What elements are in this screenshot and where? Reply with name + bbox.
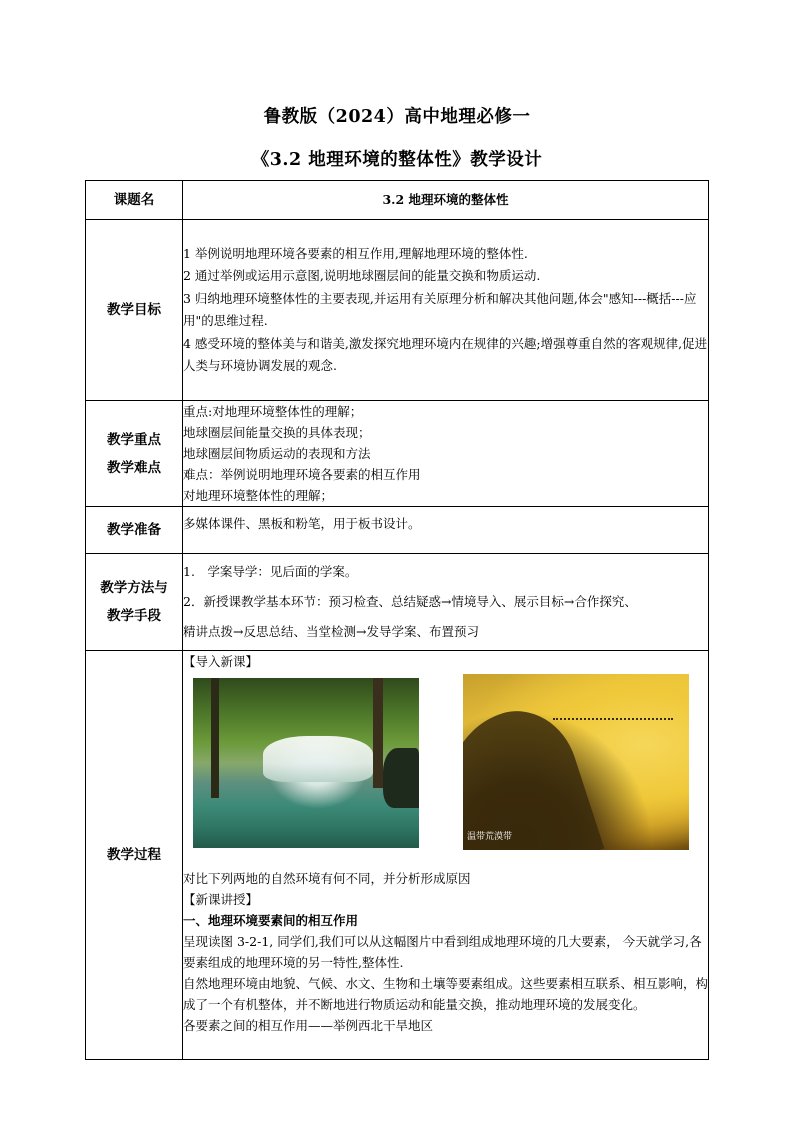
keypoint-line: 重点:对地理环境整体性的理解； bbox=[183, 404, 363, 419]
method-line: 2．新授课教学基本环节：预习检查、总结疑惑→情境导入、展示目标→合作探究、 bbox=[183, 594, 637, 609]
keypoint-line: 对地理环境整体性的理解； bbox=[183, 488, 334, 503]
label-methods bbox=[86, 554, 183, 651]
label-keypoints bbox=[86, 401, 183, 507]
goal-line: 4 感受环境的整体美与和谐美,激发探究地理环境内在规律的兴趣;增强尊重自然的客观规律,促进人类与环境协调发展的观念. bbox=[183, 335, 708, 373]
process-content bbox=[183, 651, 709, 1060]
label-keypoints-2: 教学难点 bbox=[107, 459, 161, 476]
keypoint-line: 难点：举例说明地理环境各要素的相互作用 bbox=[183, 467, 421, 482]
photo-pair bbox=[183, 674, 708, 864]
row-keypoints bbox=[86, 401, 709, 507]
label-keypoints-1: 教学重点 bbox=[107, 431, 161, 448]
keypoint-line: 地球圈层间物质运动的表现和方法 bbox=[183, 446, 371, 461]
label-prep: 教学准备 bbox=[86, 507, 183, 554]
methods-content bbox=[183, 554, 709, 651]
intro-heading: 【导入新课】 bbox=[183, 654, 259, 669]
row-topic bbox=[86, 181, 709, 220]
lesson-plan-table bbox=[85, 180, 709, 1060]
new-lesson-heading: 【新课讲授】 bbox=[183, 892, 259, 907]
prep-content: 多媒体课件、黑板和粉笔，用于板书设计。 bbox=[183, 507, 709, 554]
method-line: 精讲点拨→反思总结、当堂检测→发导学案、布置预习 bbox=[183, 624, 479, 639]
goal-line: 1 举例说明地理环境各要素的相互作用,理解地理环境的整体性. bbox=[183, 245, 528, 261]
process-paragraph: 自然地理环境由地貌、气候、水文、生物和土壤等要素组成。这些要素相互联系、相互影响，构成了一个有机整体，并不断地进行物质运动和能量交换，推动地理环境的发展变化。 bbox=[183, 976, 709, 1012]
row-goals bbox=[86, 220, 709, 401]
intro-question: 对比下列两地的自然环境有何不同，并分析形成原因 bbox=[183, 871, 471, 886]
document-subtitle: 《3.2 地理环境的整体性》教学设计 bbox=[251, 150, 543, 170]
topic-value: 3.2 地理环境的整体性 bbox=[183, 181, 709, 220]
label-topic: 课题名 bbox=[86, 181, 183, 220]
keypoint-line: 地球圈层间能量交换的具体表现； bbox=[183, 425, 371, 440]
label-goals: 教学目标 bbox=[86, 220, 183, 401]
process-paragraph: 呈现读图 3-2-1, 同学们,我们可以从这幅图片中看到组成地理环境的几大要素， 今天就学习,各要素组成的地理环境的另一特性,整体性. bbox=[183, 934, 702, 970]
waterfall-photo bbox=[193, 678, 419, 848]
label-process: 教学过程 bbox=[86, 651, 183, 1060]
process-paragraph: 各要素之间的相互作用——举例西北干旱地区 bbox=[183, 1018, 434, 1033]
label-methods-2: 教学手段 bbox=[107, 608, 161, 624]
section-title: 一、地理环境要素间的相互作用 bbox=[183, 913, 359, 928]
row-prep bbox=[86, 507, 709, 554]
keypoints-content bbox=[183, 401, 709, 507]
goal-line: 3 归纳地理环境整体性的主要表现,并运用有关原理分析和解决其他问题,体会"感知---概括---应用"的思维过程. bbox=[183, 290, 697, 328]
desert-photo-caption: 温带荒漠带 bbox=[467, 832, 513, 842]
row-methods bbox=[86, 554, 709, 651]
method-line: 1. 学案导学：见后面的学案。 bbox=[183, 564, 358, 579]
goal-line: 2 通过举例或运用示意图,说明地球圈层间的能量交换和物质运动. bbox=[183, 268, 541, 283]
row-process bbox=[86, 651, 709, 1060]
goals-content bbox=[183, 220, 709, 401]
document-title: 鲁教版（2024）高中地理必修一 bbox=[263, 107, 531, 127]
label-methods-1: 教学方法与 bbox=[100, 580, 168, 596]
desert-photo bbox=[463, 674, 689, 850]
